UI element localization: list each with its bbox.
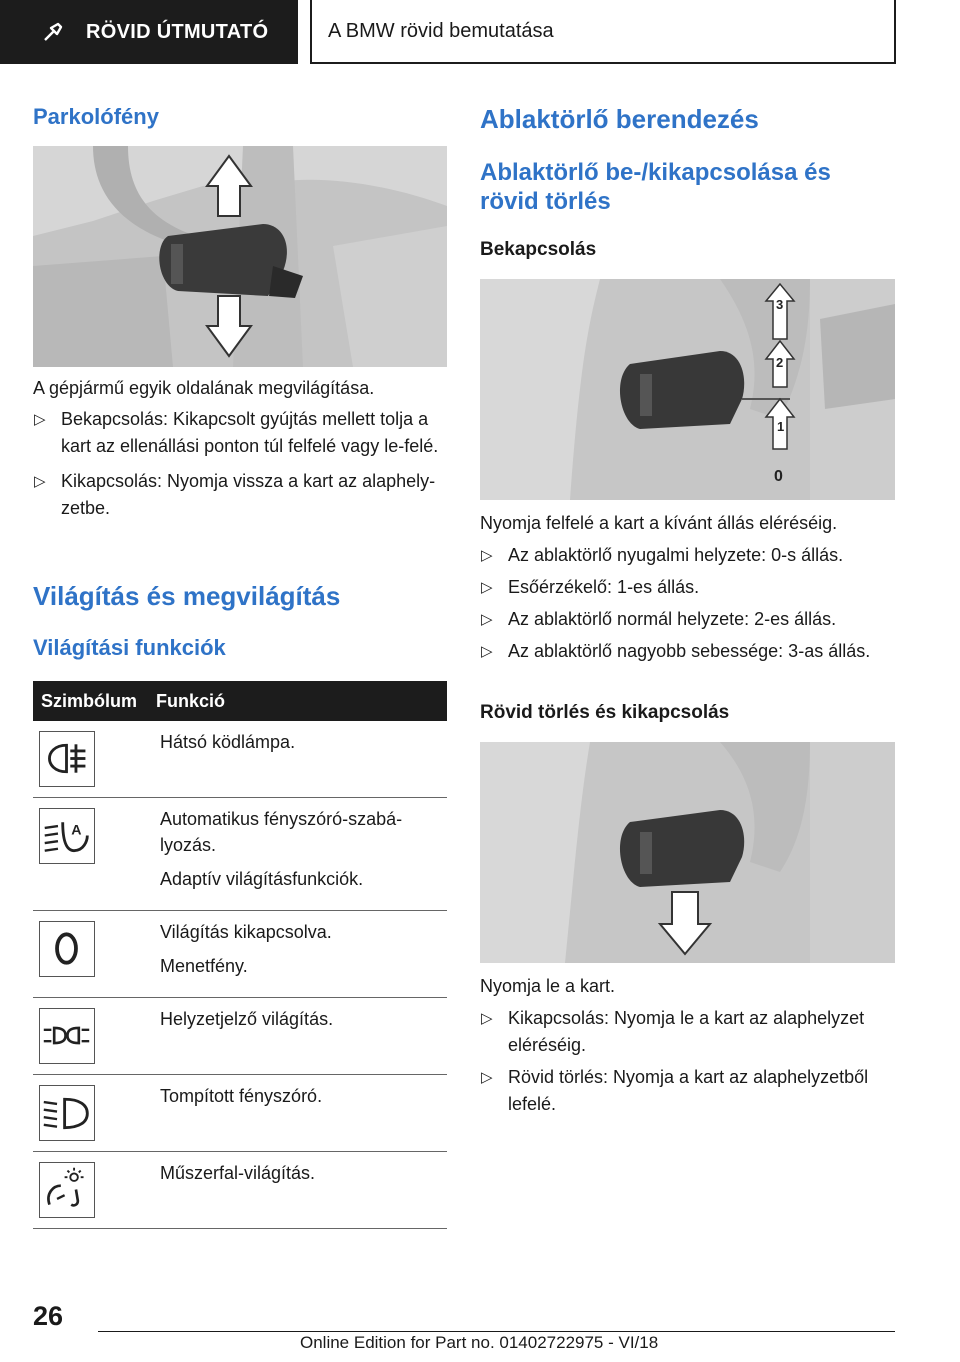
svg-text:A: A [71,822,82,839]
function-description: Hátsó ködlámpa. [160,732,296,752]
wiper-subtitle: Ablaktörlő be-/kikapcsolása és rövid törlés [480,159,831,215]
table-row [33,798,447,911]
parking-light-title: Parkolófény [33,104,159,129]
table-row [33,998,447,1075]
bullet-arrow-icon: ▷ [481,547,493,564]
function-description: Automatikus fényszóró-szabá-lyozás. [160,809,403,855]
function-description: Adaptív világításfunkciók. [160,869,364,889]
list-item: ▷ Az ablaktörlő nagyobb sebessége: 3-as állás. [480,638,895,665]
list-item: ▷ Kikapcsolás: Nyomja le a kart az alaphelyzet eléréséig. [480,1005,895,1059]
automatic-headlight-icon [39,808,95,864]
lighting-functions-table [33,681,447,1229]
wiper-lever-positions-image [480,279,895,500]
lighting-title: Világítás és megvilágítás [33,581,341,611]
list-item: ▷ Az ablaktörlő nyugalmi helyzete: 0-s állás. [480,542,895,569]
rear-fog-light-icon [39,731,95,787]
bullet-arrow-icon: ▷ [481,1010,493,1027]
function-description: Tompított fényszóró. [160,1086,323,1106]
lighting-functions-title: Világítási funkciók [33,635,226,660]
bullet-arrow-icon: ▷ [481,579,493,596]
parking-light-caption: A gépjármű egyik oldalának megvilágítása. [33,378,375,398]
quick-reference-icon [42,21,64,43]
function-description: Világítás kikapcsolva. [160,922,332,942]
bullet-arrow-icon: ▷ [481,643,493,660]
bullet-arrow-icon: ▷ [34,411,46,428]
function-description: Műszerfal-világítás. [160,1163,316,1183]
bullet-arrow-icon: ▷ [481,1069,493,1086]
parking-light-lever-image [33,146,447,367]
header-section-label: RÖVID ÚTMUTATÓ [86,20,269,43]
table-row [33,911,447,998]
table-header-function: Funkció [152,681,447,721]
switch-on-caption: Nyomja felfelé a kart a kívánt állás eléréséig. [480,513,838,533]
short-wipe-heading: Rövid törlés és kikapcsolás [480,702,730,723]
wiper-title: Ablaktörlő berendezés [480,104,759,134]
page-number: 26 [33,1301,64,1331]
table-row [33,1075,447,1152]
bullet-arrow-icon: ▷ [34,473,46,490]
short-wipe-caption: Nyomja le a kart. [480,976,616,996]
function-description: Helyzetjelző világítás. [160,1009,334,1029]
low-beam-icon [39,1085,95,1141]
parking-lights-icon [39,1008,95,1064]
footer-divider [98,1331,895,1332]
list-item: ▷ Az ablaktörlő normál helyzete: 2-es állás. [480,606,895,633]
position-label-1: 1 [777,419,785,434]
position-label-0: 0 [774,468,783,485]
list-item: ▷ Esőérzékelő: 1-es állás. [480,574,895,601]
list-item: ▷ Rövid törlés: Nyomja a kart az alaphelyzetből lefelé. [480,1064,895,1118]
header-section-tab [0,0,298,64]
position-label-3: 3 [776,297,784,312]
position-label-2: 2 [776,355,784,370]
switch-on-heading: Bekapcsolás [480,239,597,260]
wiper-positions-graphic [480,279,895,500]
bullet-arrow-icon: ▷ [481,611,493,628]
table-row [33,1152,447,1229]
table-header-symbol: Szimbólum [33,681,152,721]
footer-edition: Online Edition for Part no. 01402722975 - VI/18 [300,1333,659,1352]
instrument-lighting-icon [39,1162,95,1218]
list-item: ▷ Kikapcsolás: Nyomja vissza a kart az alaphely-zetbe. [33,468,447,522]
function-description: Menetfény. [160,956,248,976]
header-chapter: A BMW rövid bemutatása [310,0,896,64]
lights-off-icon [39,921,95,977]
wiper-short-wipe-image [480,742,895,963]
table-row [33,721,447,798]
list-item: ▷ Bekapcsolás: Kikapcsolt gyújtás mellett tolja a kart az ellenállási ponton túl felfelé vagy le-felé. [33,406,447,460]
